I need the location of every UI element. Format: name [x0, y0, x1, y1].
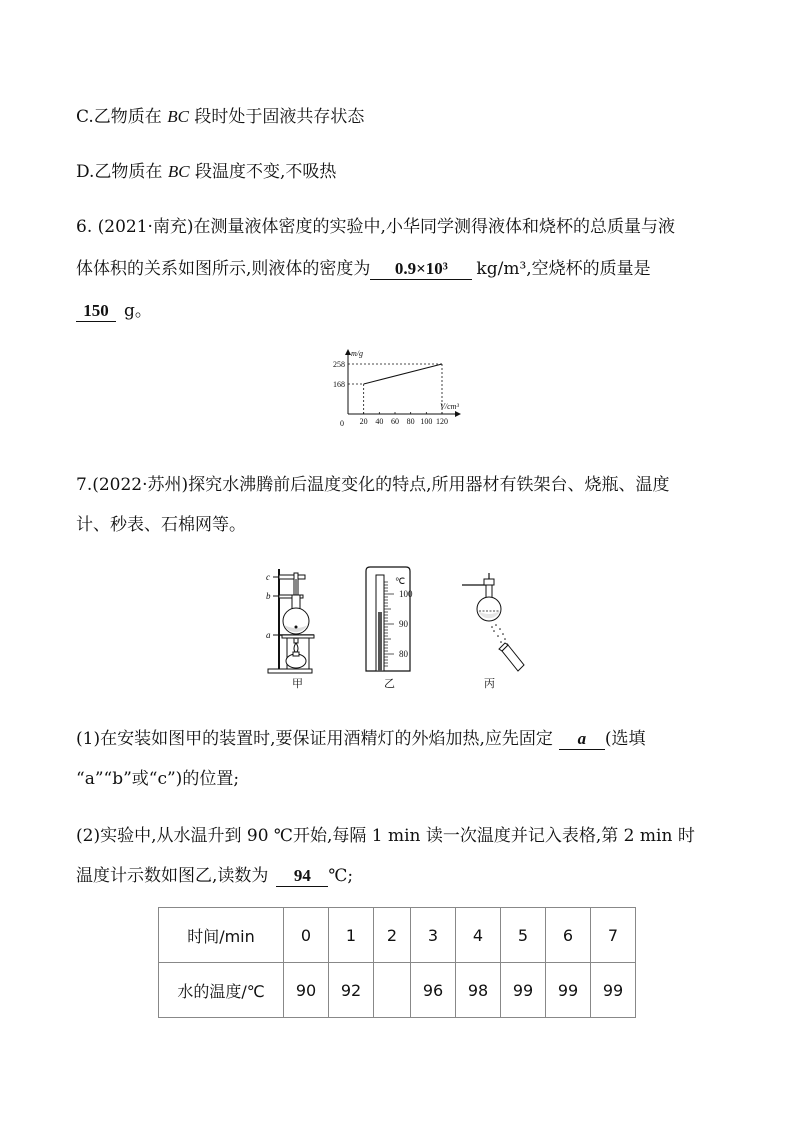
q6-mass-answer: 150 [76, 301, 116, 322]
thermometer-label-100: 100 [399, 589, 413, 599]
figure-bing-label: 丙 [484, 678, 495, 690]
table-header-temp: 水的温度/℃ [159, 963, 284, 1018]
table-cell-temp: 92 [329, 963, 374, 1018]
table-cell-temp: 99 [501, 963, 546, 1018]
stopper [484, 579, 494, 585]
sub1-line2: “a”“b”或“c”)的位置; [76, 769, 240, 789]
q6-density-answer: 0.9×10³ [370, 259, 472, 280]
label-b: b [266, 591, 271, 601]
table-row-time [159, 908, 636, 963]
figure-jia-apparatus [262, 565, 334, 690]
thermometer-label-80: 80 [399, 649, 408, 659]
water-spray [491, 624, 508, 645]
sub1-pre: (1)在安装如图甲的装置时,要保证用酒精灯的外焰加热,应先固定 [76, 729, 553, 749]
table-cell-temp: 98 [456, 963, 501, 1018]
table-cell-temp: 90 [284, 963, 329, 1018]
water-bottle [502, 645, 524, 671]
x-tick-label-40: 40 [375, 417, 384, 426]
y-axis-label: m/g [351, 349, 363, 358]
mass-volume-graph [333, 346, 466, 430]
table-cell-time: 2 [374, 908, 411, 963]
q6-line2-pre: 体体积的关系如图所示,则液体的密度为 [76, 259, 371, 279]
sub2-answer: 94 [276, 866, 328, 887]
thermometer-label-90: 90 [399, 619, 408, 629]
thermometer-unit: ℃ [395, 576, 406, 586]
option-c [76, 106, 364, 128]
sub2-line1: (2)实验中,从水温升到 90 ℃开始,每隔 1 min 读一次温度并记入表格,第 2 min 时 [76, 826, 695, 846]
origin-label: 0 [340, 419, 344, 428]
x-axis-label: V/cm³ [440, 402, 459, 411]
q6-line2 [76, 258, 651, 280]
x-tick-label-120: 120 [436, 417, 448, 426]
table-header-time: 时间/min [159, 908, 284, 963]
x-tick-label-100: 100 [420, 417, 433, 426]
table-cell-temp [374, 963, 411, 1018]
q6-line3 [76, 300, 152, 322]
label-a: a [266, 630, 271, 640]
temperature-table [158, 907, 636, 1018]
q7-line2: 计、秒表、石棉网等。 [76, 515, 246, 535]
x-tick-label-60: 60 [391, 417, 399, 426]
option-c-prefix: C.乙物质在 [76, 107, 168, 127]
q6-line1: 6. (2021·南充)在测量液体密度的实验中,小华同学测得液体和烧杯的总质量与液 [76, 217, 675, 237]
x-tick-label-20: 20 [359, 417, 368, 426]
table-cell-temp: 99 [591, 963, 636, 1018]
table-cell-time: 4 [456, 908, 501, 963]
table-cell-time: 1 [329, 908, 374, 963]
table-cell-temp: 99 [546, 963, 591, 1018]
q6-density-unit: kg/m³ [476, 259, 527, 279]
figure-yi-thermometer [362, 565, 418, 690]
table-cell-time: 6 [546, 908, 591, 963]
option-c-suffix: 段时处于固液共存状态 [188, 107, 365, 127]
option-d-prefix: D.乙物质在 [76, 162, 168, 182]
figure-jia-label: 甲 [292, 678, 303, 690]
table-cell-time: 0 [284, 908, 329, 963]
q6-line2-post: ,空烧杯的质量是 [526, 259, 651, 279]
mercury-column [378, 612, 382, 671]
flask-neck [292, 595, 300, 609]
sub2-pre: 温度计示数如图乙,读数为 [76, 866, 269, 886]
q6-line3-post: g。 [124, 301, 152, 321]
table-row-temp [159, 963, 636, 1018]
asbestos-net [282, 635, 314, 638]
x-tick-label-80: 80 [406, 417, 415, 426]
table-cell-temp: 96 [411, 963, 456, 1018]
y-tick-168: 168 [333, 380, 345, 389]
table-cell-time: 5 [501, 908, 546, 963]
label-c: c [266, 572, 270, 582]
figure-bing-flask [458, 565, 530, 690]
sub2-line2 [76, 865, 353, 887]
option-d-var: BC [167, 162, 190, 181]
table-cell-time: 7 [591, 908, 636, 963]
data-series-line [364, 364, 442, 384]
option-d-suffix: 段温度不变,不吸热 [189, 162, 337, 182]
clamp-top [279, 575, 305, 579]
stand-base [268, 669, 312, 673]
sub1-post: (选填 [604, 729, 646, 749]
sub2-post: ℃; [328, 866, 354, 886]
table-cell-time: 3 [411, 908, 456, 963]
q7-line1: 7.(2022·苏州)探究水沸腾前后温度变化的特点,所用器材有铁架台、烧瓶、温度 [76, 475, 670, 495]
option-c-var: BC [167, 107, 189, 126]
sub1-answer: a [559, 729, 605, 750]
figure-yi-label: 乙 [384, 678, 395, 690]
sub1-line1 [76, 728, 646, 750]
y-tick-258: 258 [333, 360, 345, 369]
option-d [76, 161, 336, 183]
